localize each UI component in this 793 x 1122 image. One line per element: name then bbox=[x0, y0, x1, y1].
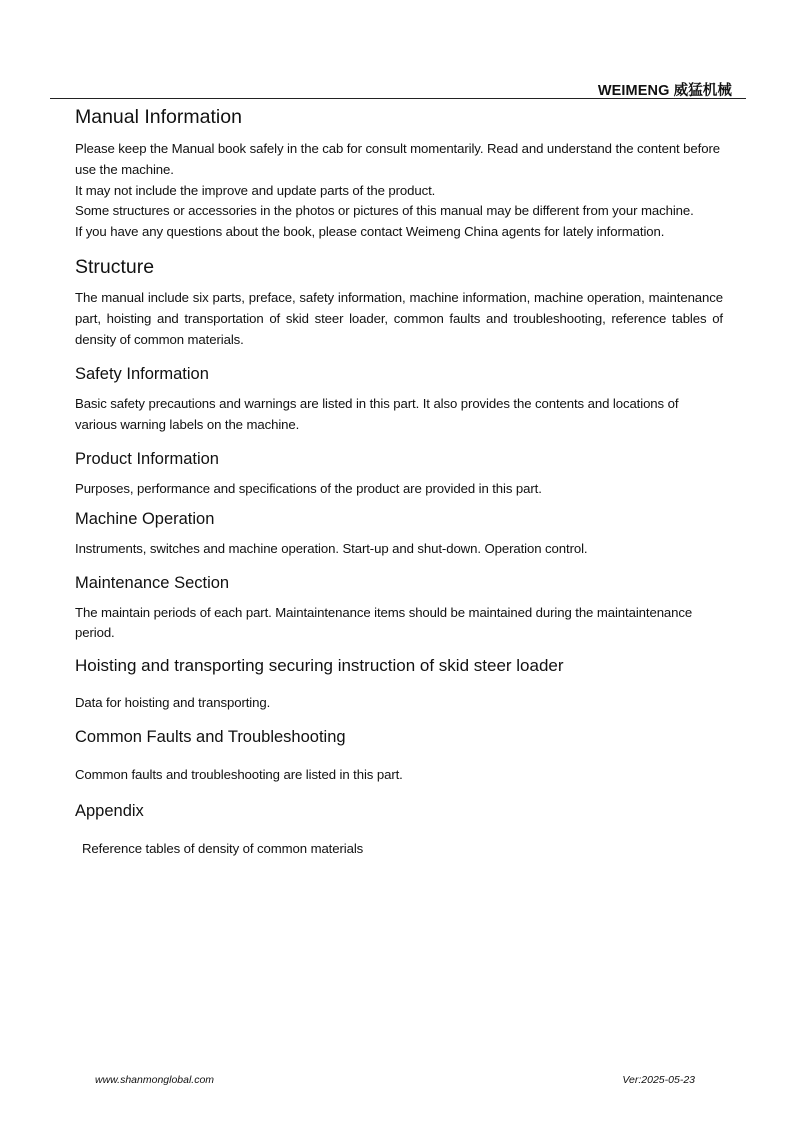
machine-operation-body: Instruments, switches and machine operation. Start-up and shut-down. Operation control. bbox=[75, 540, 588, 556]
page-content bbox=[75, 104, 723, 860]
maintenance-section-title: Maintenance Section bbox=[75, 573, 230, 592]
structure-title: Structure bbox=[75, 255, 155, 278]
brand-header: WEIMENG 威猛机械 bbox=[597, 83, 732, 99]
footer-version: Ver:2025-05-23 bbox=[622, 1074, 695, 1086]
machine-operation-title: Machine Operation bbox=[75, 509, 215, 528]
manual-information-line: It may not include the improve and update parts of the product. bbox=[75, 182, 436, 198]
structure-body: The manual include six parts, preface, safety information, machine information, machine operation, maintenance part, hoisting and transportation of skid steer loader, common faults and troubleshooting, reference tables of density of common materials. bbox=[75, 289, 723, 347]
safety-information-title: Safety Information bbox=[75, 365, 209, 384]
common-faults-body: Common faults and troubleshooting are listed in this part. bbox=[75, 766, 403, 782]
safety-information-body: Basic safety precautions and warnings are listed in this part. It also provides the contents and locations of various warning labels on the machine. bbox=[75, 396, 679, 433]
maintenance-section-body: The maintain periods of each part. Maintaintenance items should be maintained during the maintaintenance period. bbox=[75, 604, 693, 641]
product-information-title: Product Information bbox=[75, 449, 219, 468]
product-information-body: Purposes, performance and specifications of the product are provided in this part. bbox=[75, 480, 542, 496]
manual-information-line: If you have any questions about the book, please contact Weimeng China agents for lately information. bbox=[75, 224, 665, 240]
footer-website: www.shanmonglobal.com bbox=[95, 1074, 215, 1086]
hoisting-title: Hoisting and transporting securing instruction of skid steer loader bbox=[75, 656, 564, 676]
appendix-title: Appendix bbox=[75, 801, 144, 820]
hoisting-body: Data for hoisting and transporting. bbox=[75, 695, 271, 711]
header-divider bbox=[50, 98, 746, 99]
appendix-body: Reference tables of density of common materials bbox=[82, 840, 364, 856]
common-faults-title: Common Faults and Troubleshooting bbox=[75, 727, 346, 746]
manual-information-title: Manual Information bbox=[75, 106, 242, 128]
manual-information-line: Some structures or accessories in the photos or pictures of this manual may be different from your machine. bbox=[75, 203, 694, 219]
manual-information-line: Please keep the Manual book safely in the cab for consult momentarily. Read and understand the content before use the machine. bbox=[75, 141, 720, 177]
